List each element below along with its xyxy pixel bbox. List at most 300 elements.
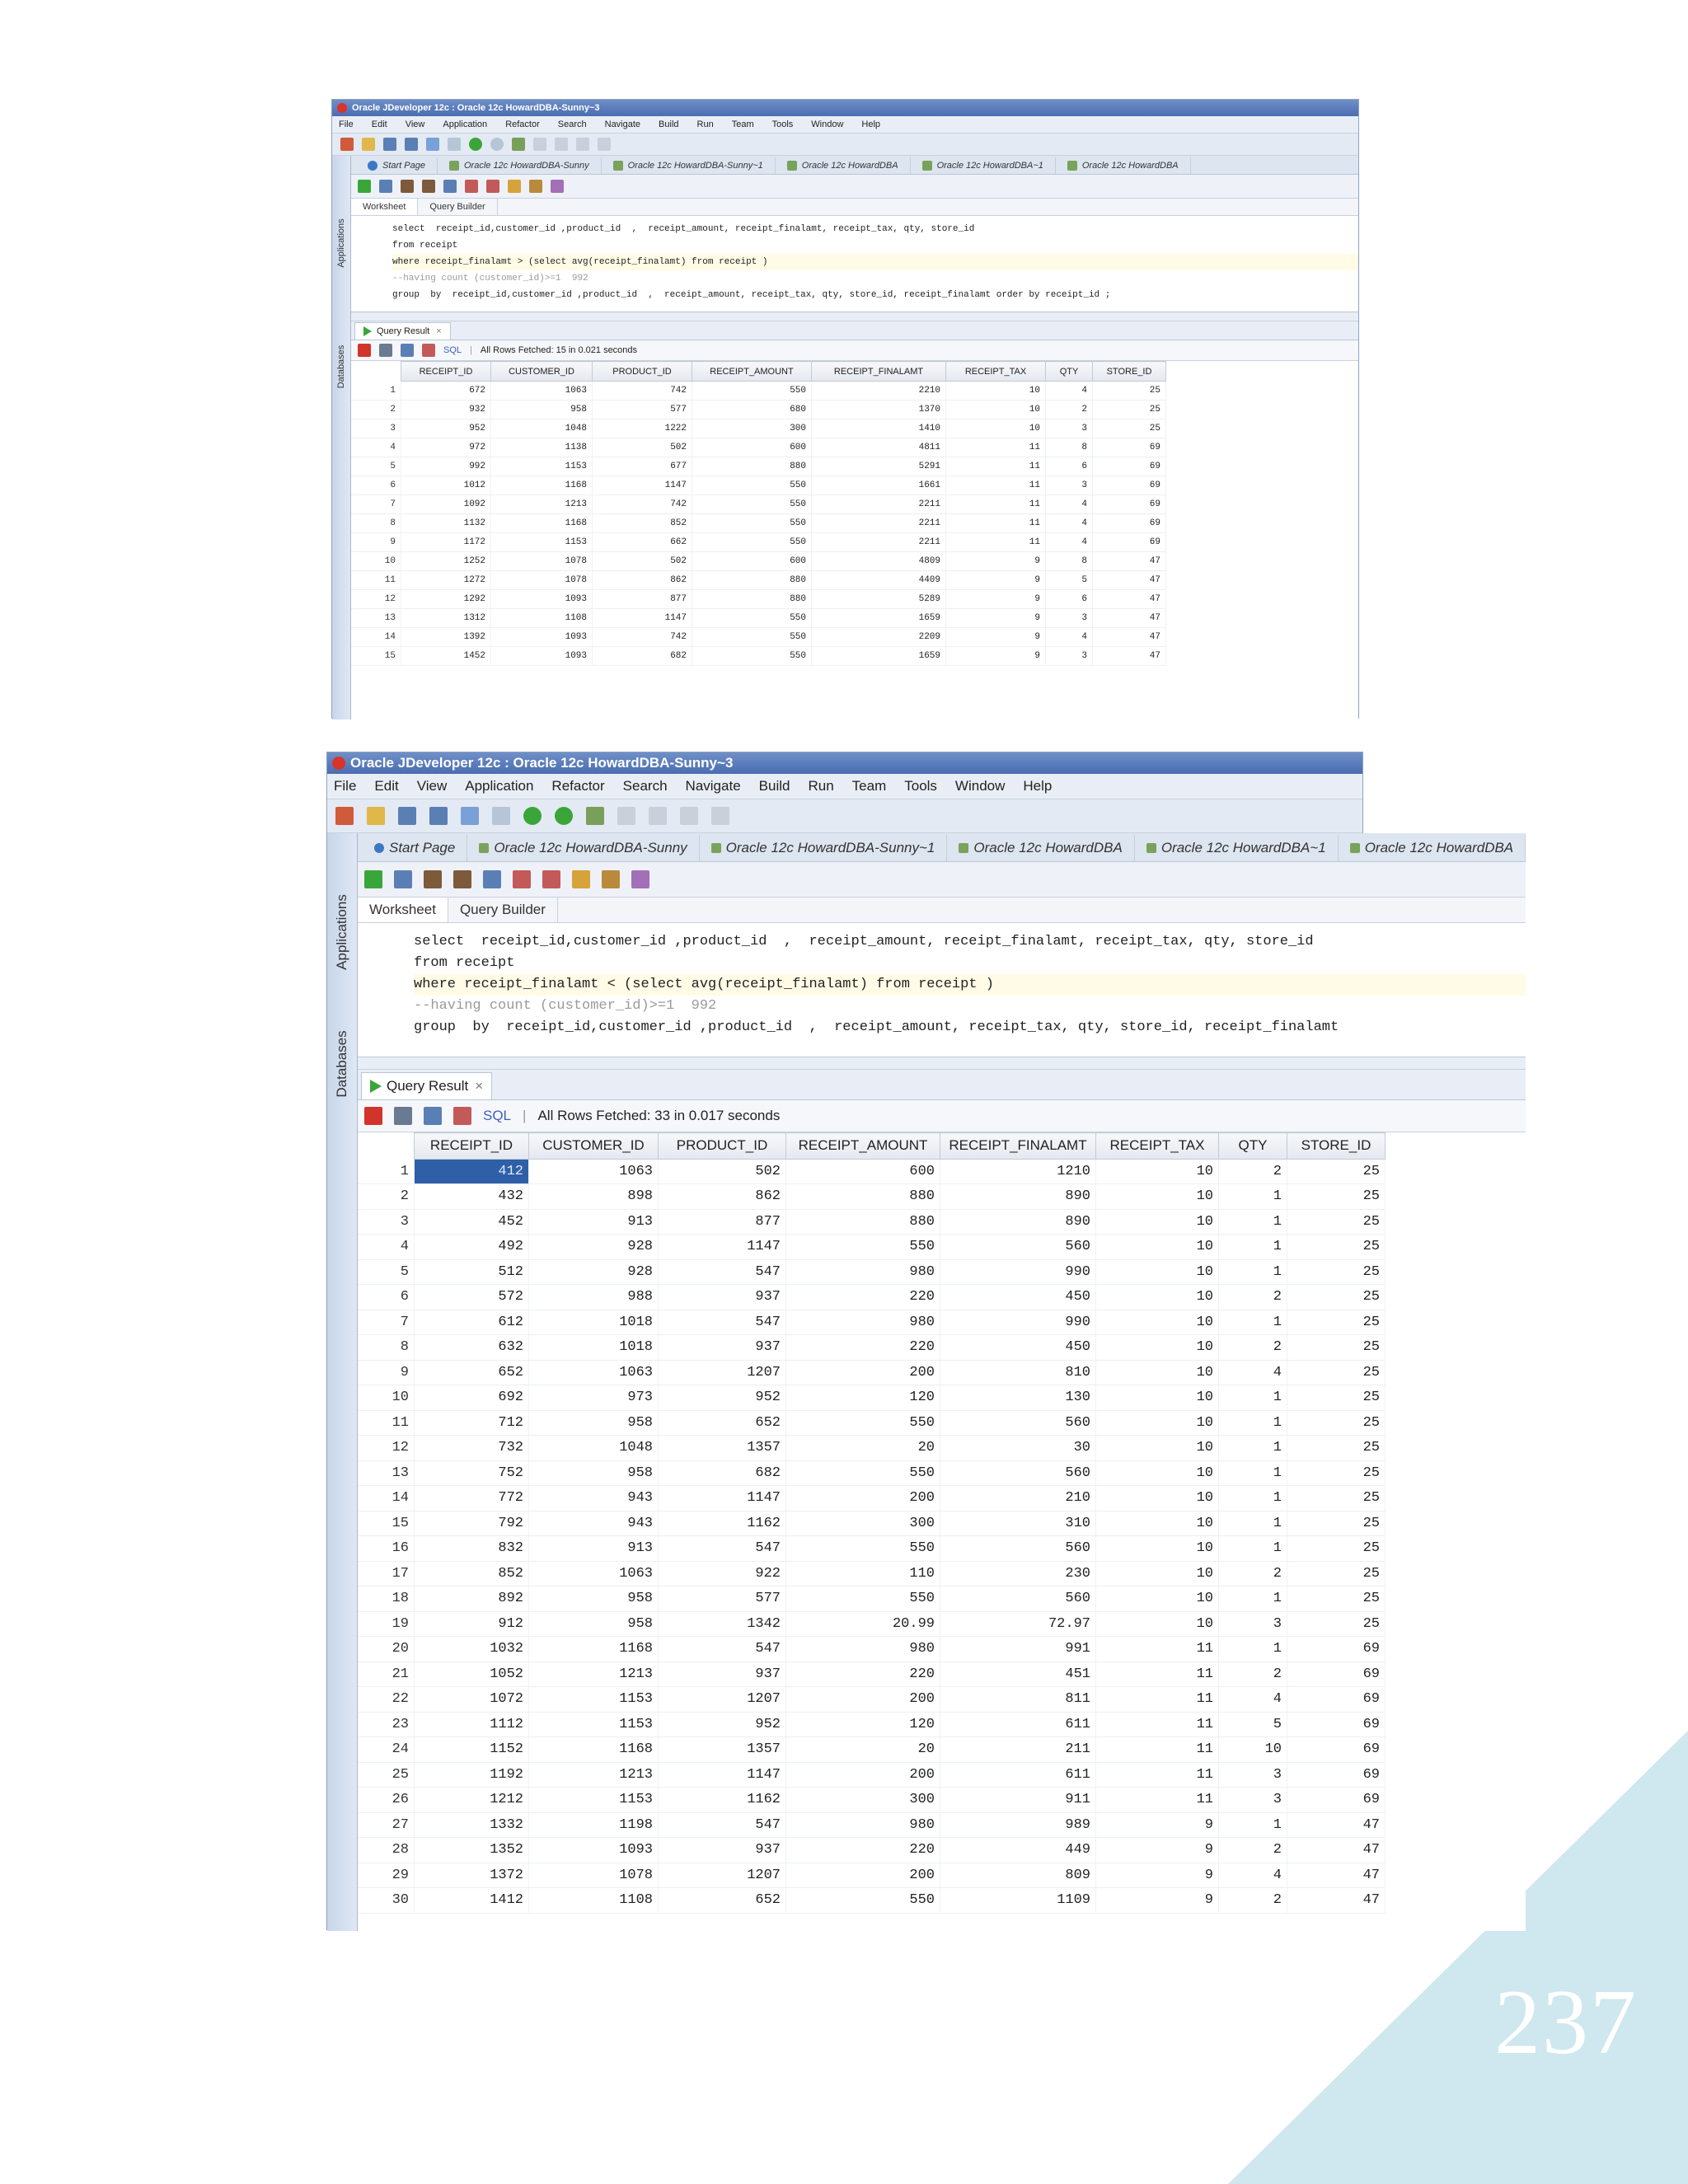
export-icon[interactable] xyxy=(453,1107,471,1125)
table-cell[interactable]: 25 xyxy=(1287,1310,1386,1335)
table-cell[interactable]: 450 xyxy=(940,1335,1096,1361)
debug-icon[interactable] xyxy=(598,138,611,151)
tab-query-builder[interactable]: Query Builder xyxy=(448,898,558,922)
save-all-icon[interactable] xyxy=(405,138,418,151)
table-cell[interactable]: 1392 xyxy=(401,628,491,647)
table-cell[interactable]: 712 xyxy=(415,1410,529,1436)
table-cell[interactable]: 25 xyxy=(1287,1385,1386,1411)
tab-worksheet[interactable]: Worksheet xyxy=(351,199,418,215)
table-cell[interactable]: 3 xyxy=(1219,1762,1287,1788)
table-cell[interactable]: 1661 xyxy=(812,476,946,495)
table-cell[interactable]: 937 xyxy=(659,1661,786,1687)
table-cell[interactable]: 69 xyxy=(1093,533,1166,552)
table-cell[interactable]: 1192 xyxy=(415,1762,529,1788)
format-icon[interactable] xyxy=(529,180,542,193)
table-cell[interactable]: 412 xyxy=(415,1159,529,1184)
table-cell[interactable]: 4 xyxy=(1046,628,1093,647)
table-cell[interactable]: 922 xyxy=(659,1561,786,1586)
menu-edit[interactable]: Edit xyxy=(374,778,399,794)
column-header-receipt-finalamt[interactable]: RECEIPT_FINALAMT xyxy=(812,362,946,382)
table-cell[interactable]: 25 xyxy=(1287,1259,1386,1285)
table-cell[interactable]: 110 xyxy=(786,1561,940,1586)
table-cell[interactable]: 1 xyxy=(1219,1586,1287,1612)
table-cell[interactable]: 47 xyxy=(1287,1812,1386,1838)
tab-query-result[interactable] xyxy=(361,1072,492,1099)
database-icon[interactable] xyxy=(586,807,604,825)
table-cell[interactable]: 5 xyxy=(1046,571,1093,590)
table-cell[interactable]: 577 xyxy=(659,1586,786,1612)
table-cell[interactable]: 550 xyxy=(692,628,812,647)
table-cell[interactable]: 9 xyxy=(1096,1863,1219,1888)
table-cell[interactable]: 1 xyxy=(1219,1486,1287,1511)
forward-icon[interactable] xyxy=(490,138,504,151)
table-cell[interactable]: 880 xyxy=(692,457,812,476)
table-cell[interactable]: 47 xyxy=(1287,1888,1386,1914)
table-cell[interactable]: 452 xyxy=(415,1209,529,1235)
table-cell[interactable]: 4811 xyxy=(812,438,946,457)
table-cell[interactable]: 1153 xyxy=(491,457,593,476)
table-cell[interactable]: 1207 xyxy=(659,1687,786,1713)
table-cell[interactable]: 11 xyxy=(946,495,1046,514)
table-cell[interactable]: 9 xyxy=(946,552,1046,571)
sql-editor[interactable] xyxy=(351,216,1358,312)
side-tab-applications[interactable]: Applications xyxy=(336,218,346,268)
menu-help[interactable]: Help xyxy=(861,120,881,129)
column-header-customer-id[interactable]: CUSTOMER_ID xyxy=(491,362,593,382)
table-cell[interactable]: 682 xyxy=(659,1460,786,1486)
table-cell[interactable]: 4 xyxy=(1046,514,1093,533)
sql-link[interactable]: SQL xyxy=(443,345,462,355)
save-all-icon[interactable] xyxy=(429,807,448,825)
table-cell[interactable]: 3 xyxy=(1046,647,1093,666)
table-cell[interactable]: 9 xyxy=(1096,1812,1219,1838)
table-cell[interactable]: 937 xyxy=(659,1838,786,1863)
table-cell[interactable]: 550 xyxy=(692,647,812,666)
menu-application[interactable]: Application xyxy=(465,778,534,794)
menu-help[interactable]: Help xyxy=(1023,778,1053,794)
table-row[interactable] xyxy=(358,1536,1386,1562)
table-cell[interactable]: 1207 xyxy=(659,1863,786,1888)
table-cell[interactable]: 1412 xyxy=(415,1888,529,1914)
table-cell[interactable]: 2211 xyxy=(812,533,946,552)
table-cell[interactable]: 25 xyxy=(1093,382,1166,401)
table-cell[interactable]: 11 xyxy=(946,476,1046,495)
back-icon[interactable] xyxy=(523,807,542,825)
table-cell[interactable]: 2 xyxy=(1046,401,1093,419)
doc-tab[interactable] xyxy=(1339,835,1526,861)
refresh-icon[interactable] xyxy=(401,344,414,357)
table-cell[interactable]: 502 xyxy=(659,1159,786,1184)
menu-refactor[interactable]: Refactor xyxy=(551,778,605,794)
table-cell[interactable]: 1147 xyxy=(593,476,692,495)
forward-icon[interactable] xyxy=(555,807,573,825)
table-cell[interactable]: 1168 xyxy=(529,1637,659,1662)
table-cell[interactable]: 550 xyxy=(692,495,812,514)
menu-application[interactable]: Application xyxy=(443,120,488,129)
table-cell[interactable]: 4 xyxy=(1046,382,1093,401)
menu-search[interactable]: Search xyxy=(557,120,587,129)
column-header-store-id[interactable]: STORE_ID xyxy=(1287,1133,1386,1160)
table-cell[interactable]: 10 xyxy=(1096,1335,1219,1361)
table-cell[interactable]: 662 xyxy=(593,533,692,552)
close-icon[interactable]: × xyxy=(475,1078,484,1094)
table-cell[interactable]: 25 xyxy=(1287,1360,1386,1385)
table-cell[interactable]: 742 xyxy=(593,382,692,401)
table-cell[interactable]: 220 xyxy=(786,1661,940,1687)
table-cell[interactable]: 10 xyxy=(1096,1410,1219,1436)
table-cell[interactable]: 937 xyxy=(659,1285,786,1310)
table-cell[interactable]: 958 xyxy=(529,1410,659,1436)
table-cell[interactable]: 11 xyxy=(1096,1687,1219,1713)
menu-tools[interactable]: Tools xyxy=(904,778,937,794)
table-cell[interactable]: 560 xyxy=(940,1586,1096,1612)
table-cell[interactable]: 973 xyxy=(529,1385,659,1411)
table-cell[interactable]: 572 xyxy=(415,1285,529,1310)
table-cell[interactable]: 220 xyxy=(786,1285,940,1310)
close-icon[interactable]: × xyxy=(436,326,442,336)
table-cell[interactable]: 652 xyxy=(415,1360,529,1385)
table-cell[interactable]: 1078 xyxy=(491,552,593,571)
table-cell[interactable]: 550 xyxy=(786,1460,940,1486)
table-cell[interactable]: 4 xyxy=(1046,495,1093,514)
table-cell[interactable]: 958 xyxy=(529,1611,659,1637)
table-cell[interactable]: 69 xyxy=(1287,1661,1386,1687)
table-cell[interactable]: 1 xyxy=(1219,1235,1287,1260)
table-cell[interactable]: 1093 xyxy=(491,628,593,647)
database-icon[interactable] xyxy=(512,138,525,151)
table-cell[interactable]: 752 xyxy=(415,1460,529,1486)
tab-query-builder[interactable]: Query Builder xyxy=(418,199,497,215)
table-cell[interactable]: 972 xyxy=(401,438,491,457)
table-cell[interactable]: 5291 xyxy=(812,457,946,476)
table-row[interactable] xyxy=(358,1385,1386,1411)
table-cell[interactable]: 220 xyxy=(786,1838,940,1863)
table-cell[interactable]: 1332 xyxy=(415,1812,529,1838)
table-cell[interactable]: 1252 xyxy=(401,552,491,571)
new-icon[interactable] xyxy=(335,807,354,825)
table-cell[interactable]: 2 xyxy=(1219,1888,1287,1914)
menu-run[interactable]: Run xyxy=(808,778,834,794)
table-cell[interactable]: 877 xyxy=(593,590,692,609)
table-cell[interactable]: 732 xyxy=(415,1436,529,1461)
table-cell[interactable]: 547 xyxy=(659,1812,786,1838)
table-cell[interactable]: 4 xyxy=(1046,533,1093,552)
table-cell[interactable]: 10 xyxy=(1096,1159,1219,1184)
tab-query-result[interactable] xyxy=(354,322,451,340)
table-cell[interactable]: 10 xyxy=(1096,1259,1219,1285)
table-cell[interactable]: 958 xyxy=(529,1460,659,1486)
table-row[interactable] xyxy=(358,1259,1386,1285)
table-cell[interactable]: 1078 xyxy=(529,1863,659,1888)
table-cell[interactable]: 877 xyxy=(659,1209,786,1235)
menu-team[interactable]: Team xyxy=(851,778,887,794)
rollback-icon[interactable] xyxy=(453,870,471,888)
menu-window[interactable]: Window xyxy=(811,120,844,129)
table-cell[interactable]: 11 xyxy=(1096,1762,1219,1788)
table-cell[interactable]: 1147 xyxy=(659,1762,786,1788)
table-cell[interactable]: 952 xyxy=(659,1712,786,1737)
table-row[interactable] xyxy=(358,1812,1386,1838)
table-cell[interactable]: 11 xyxy=(946,457,1046,476)
table-row[interactable] xyxy=(351,628,1166,647)
table-cell[interactable]: 550 xyxy=(692,382,812,401)
table-cell[interactable]: 1147 xyxy=(659,1486,786,1511)
table-row[interactable] xyxy=(351,647,1166,666)
table-row[interactable] xyxy=(358,1586,1386,1612)
menu-refactor[interactable]: Refactor xyxy=(505,120,540,129)
pencil-icon[interactable] xyxy=(631,870,649,888)
table-cell[interactable]: 990 xyxy=(940,1310,1096,1335)
table-row[interactable] xyxy=(358,1788,1386,1813)
table-row[interactable] xyxy=(351,495,1166,514)
autotrace-icon[interactable] xyxy=(465,180,478,193)
table-row[interactable] xyxy=(358,1184,1386,1210)
table-cell[interactable]: 4 xyxy=(1219,1360,1287,1385)
table-cell[interactable]: 913 xyxy=(529,1536,659,1562)
table-cell[interactable]: 1 xyxy=(1219,1812,1287,1838)
table-cell[interactable]: 1342 xyxy=(659,1611,786,1637)
table-cell[interactable]: 1153 xyxy=(529,1788,659,1813)
table-cell[interactable]: 880 xyxy=(692,590,812,609)
table-cell[interactable]: 211 xyxy=(940,1737,1096,1763)
table-cell[interactable]: 69 xyxy=(1093,457,1166,476)
table-cell[interactable]: 742 xyxy=(593,495,692,514)
table-cell[interactable]: 880 xyxy=(786,1209,940,1235)
table-cell[interactable]: 3 xyxy=(1219,1611,1287,1637)
table-cell[interactable]: 3 xyxy=(1046,419,1093,438)
explain-plan-icon[interactable] xyxy=(443,180,457,193)
doc-tab[interactable] xyxy=(947,835,1134,861)
table-cell[interactable]: 880 xyxy=(692,571,812,590)
table-cell[interactable]: 69 xyxy=(1093,495,1166,514)
table-row[interactable] xyxy=(351,514,1166,533)
table-cell[interactable]: 10 xyxy=(1096,1310,1219,1335)
table-cell[interactable]: 890 xyxy=(940,1209,1096,1235)
table-cell[interactable]: 1012 xyxy=(401,476,491,495)
table-cell[interactable]: 943 xyxy=(529,1486,659,1511)
table-row[interactable] xyxy=(358,1310,1386,1335)
table-row[interactable] xyxy=(351,438,1166,457)
table-cell[interactable]: 3 xyxy=(1046,609,1093,628)
table-cell[interactable]: 989 xyxy=(940,1812,1096,1838)
table-cell[interactable]: 913 xyxy=(529,1209,659,1235)
table-cell[interactable]: 1172 xyxy=(401,533,491,552)
menu-build[interactable]: Build xyxy=(758,778,790,794)
column-header-receipt-id[interactable]: RECEIPT_ID xyxy=(415,1133,529,1160)
table-cell[interactable]: 1272 xyxy=(401,571,491,590)
undo-icon[interactable] xyxy=(426,138,439,151)
table-row[interactable] xyxy=(358,1637,1386,1662)
table-cell[interactable]: 11 xyxy=(1096,1737,1219,1763)
table-cell[interactable]: 25 xyxy=(1287,1511,1386,1536)
table-cell[interactable]: 11 xyxy=(1096,1788,1219,1813)
table-cell[interactable]: 988 xyxy=(529,1285,659,1310)
table-cell[interactable]: 11 xyxy=(1096,1637,1219,1662)
table-cell[interactable]: 25 xyxy=(1287,1410,1386,1436)
table-cell[interactable]: 2 xyxy=(1219,1159,1287,1184)
table-cell[interactable]: 10 xyxy=(1096,1511,1219,1536)
table-cell[interactable]: 692 xyxy=(415,1385,529,1411)
table-cell[interactable]: 200 xyxy=(786,1687,940,1713)
table-cell[interactable]: 10 xyxy=(1219,1737,1287,1763)
table-cell[interactable]: 69 xyxy=(1093,514,1166,533)
table-cell[interactable]: 600 xyxy=(692,552,812,571)
column-header-receipt-tax[interactable]: RECEIPT_TAX xyxy=(1096,1133,1219,1160)
table-cell[interactable]: 3 xyxy=(1219,1788,1287,1813)
doc-tab[interactable] xyxy=(356,157,438,174)
table-row[interactable] xyxy=(351,590,1166,609)
table-row[interactable] xyxy=(351,401,1166,419)
menu-view[interactable]: View xyxy=(416,778,448,794)
table-cell[interactable]: 9 xyxy=(946,590,1046,609)
table-cell[interactable]: 1292 xyxy=(401,590,491,609)
back-icon[interactable] xyxy=(469,138,482,151)
table-cell[interactable]: 991 xyxy=(940,1637,1096,1662)
explain-plan-icon[interactable] xyxy=(483,870,501,888)
table-cell[interactable]: 912 xyxy=(415,1611,529,1637)
table-cell[interactable]: 2209 xyxy=(812,628,946,647)
table-cell[interactable]: 1370 xyxy=(812,401,946,419)
table-cell[interactable]: 130 xyxy=(940,1385,1096,1411)
table-cell[interactable]: 928 xyxy=(529,1259,659,1285)
table-row[interactable] xyxy=(358,1863,1386,1888)
table-cell[interactable]: 10 xyxy=(1096,1486,1219,1511)
table-cell[interactable]: 69 xyxy=(1287,1712,1386,1737)
table-cell[interactable]: 4 xyxy=(1219,1687,1287,1713)
table-cell[interactable]: 47 xyxy=(1093,590,1166,609)
table-cell[interactable]: 990 xyxy=(940,1259,1096,1285)
table-row[interactable] xyxy=(351,609,1166,628)
editor-splitter[interactable] xyxy=(351,312,1358,321)
table-cell[interactable]: 25 xyxy=(1287,1235,1386,1260)
table-cell[interactable]: 1 xyxy=(1219,1410,1287,1436)
table-cell[interactable]: 1222 xyxy=(593,419,692,438)
table-cell[interactable]: 652 xyxy=(659,1888,786,1914)
table-cell[interactable]: 611 xyxy=(940,1712,1096,1737)
table-cell[interactable]: 937 xyxy=(659,1335,786,1361)
editor-splitter[interactable] xyxy=(358,1057,1526,1070)
table-cell[interactable]: 550 xyxy=(692,476,812,495)
table-cell[interactable]: 1063 xyxy=(529,1561,659,1586)
run-script-icon[interactable] xyxy=(379,180,392,193)
table-cell[interactable]: 1 xyxy=(1219,1511,1287,1536)
table-cell[interactable]: 69 xyxy=(1287,1762,1386,1788)
table-cell[interactable]: 25 xyxy=(1287,1536,1386,1562)
table-cell[interactable]: 11 xyxy=(946,438,1046,457)
table-cell[interactable]: 10 xyxy=(1096,1436,1219,1461)
table-cell[interactable]: 47 xyxy=(1093,552,1166,571)
table-cell[interactable]: 200 xyxy=(786,1762,940,1788)
table-cell[interactable]: 451 xyxy=(940,1661,1096,1687)
table-cell[interactable]: 200 xyxy=(786,1486,940,1511)
doc-tab[interactable] xyxy=(700,835,948,861)
table-cell[interactable]: 11 xyxy=(1096,1661,1219,1687)
table-cell[interactable]: 547 xyxy=(659,1310,786,1335)
table-cell[interactable]: 310 xyxy=(940,1511,1096,1536)
menu-tools[interactable]: Tools xyxy=(771,120,794,129)
table-cell[interactable]: 1063 xyxy=(529,1360,659,1385)
table-cell[interactable]: 550 xyxy=(786,1586,940,1612)
table-cell[interactable]: 1018 xyxy=(529,1310,659,1335)
table-cell[interactable]: 550 xyxy=(786,1235,940,1260)
table-row[interactable] xyxy=(351,476,1166,495)
table-cell[interactable]: 69 xyxy=(1287,1637,1386,1662)
table-cell[interactable]: 11 xyxy=(946,514,1046,533)
table-cell[interactable]: 25 xyxy=(1093,419,1166,438)
table-cell[interactable]: 69 xyxy=(1093,438,1166,457)
table-row[interactable] xyxy=(351,419,1166,438)
table-row[interactable] xyxy=(358,1687,1386,1713)
column-header-receipt-finalamt[interactable]: RECEIPT_FINALAMT xyxy=(940,1133,1096,1160)
table-cell[interactable]: 862 xyxy=(593,571,692,590)
print-icon[interactable] xyxy=(379,344,392,357)
result-grid[interactable] xyxy=(358,1132,1386,1914)
menu-view[interactable]: View xyxy=(405,120,425,129)
menu-navigate[interactable]: Navigate xyxy=(685,778,741,794)
table-cell[interactable]: 10 xyxy=(1096,1235,1219,1260)
clear-icon[interactable] xyxy=(542,870,560,888)
table-cell[interactable]: 772 xyxy=(415,1486,529,1511)
table-row[interactable] xyxy=(358,1888,1386,1914)
doc-tab[interactable] xyxy=(438,157,602,174)
table-cell[interactable]: 992 xyxy=(401,457,491,476)
menu-navigate[interactable]: Navigate xyxy=(604,120,641,129)
table-cell[interactable]: 5 xyxy=(1219,1712,1287,1737)
tab-worksheet[interactable]: Worksheet xyxy=(358,898,448,922)
table-cell[interactable]: 20.99 xyxy=(786,1611,940,1637)
table-cell[interactable]: 4409 xyxy=(812,571,946,590)
table-cell[interactable]: 943 xyxy=(529,1511,659,1536)
menu-edit[interactable]: Edit xyxy=(371,120,387,129)
table-cell[interactable]: 600 xyxy=(786,1159,940,1184)
table-cell[interactable]: 1153 xyxy=(491,533,593,552)
table-cell[interactable]: 980 xyxy=(786,1812,940,1838)
table-cell[interactable]: 682 xyxy=(593,647,692,666)
table-cell[interactable]: 811 xyxy=(940,1687,1096,1713)
table-row[interactable] xyxy=(358,1611,1386,1637)
rollback-icon[interactable] xyxy=(422,180,435,193)
table-cell[interactable]: 449 xyxy=(940,1838,1096,1863)
table-cell[interactable]: 672 xyxy=(401,382,491,401)
table-row[interactable] xyxy=(358,1712,1386,1737)
table-cell[interactable]: 862 xyxy=(659,1184,786,1210)
table-cell[interactable]: 547 xyxy=(659,1259,786,1285)
table-cell[interactable]: 1 xyxy=(1219,1385,1287,1411)
table-cell[interactable]: 1063 xyxy=(529,1159,659,1184)
make-icon[interactable] xyxy=(555,138,568,151)
table-cell[interactable]: 1168 xyxy=(491,476,593,495)
table-cell[interactable]: 10 xyxy=(1096,1586,1219,1612)
table-cell[interactable]: 69 xyxy=(1287,1687,1386,1713)
table-cell[interactable]: 1092 xyxy=(401,495,491,514)
table-cell[interactable]: 20 xyxy=(786,1737,940,1763)
pin-icon[interactable] xyxy=(358,344,371,357)
doc-tab[interactable] xyxy=(467,835,699,861)
table-row[interactable] xyxy=(358,1436,1386,1461)
table-cell[interactable]: 1198 xyxy=(529,1812,659,1838)
menu-build[interactable]: Build xyxy=(659,120,679,129)
table-cell[interactable]: 25 xyxy=(1287,1159,1386,1184)
debug-icon[interactable] xyxy=(711,807,729,825)
print-icon[interactable] xyxy=(394,1107,412,1125)
table-cell[interactable]: 2 xyxy=(1219,1561,1287,1586)
table-cell[interactable]: 980 xyxy=(786,1637,940,1662)
table-cell[interactable]: 958 xyxy=(491,401,593,419)
build-icon[interactable] xyxy=(617,807,635,825)
table-cell[interactable]: 432 xyxy=(415,1184,529,1210)
column-header-receipt-amount[interactable]: RECEIPT_AMOUNT xyxy=(786,1133,940,1160)
table-row[interactable] xyxy=(358,1460,1386,1486)
